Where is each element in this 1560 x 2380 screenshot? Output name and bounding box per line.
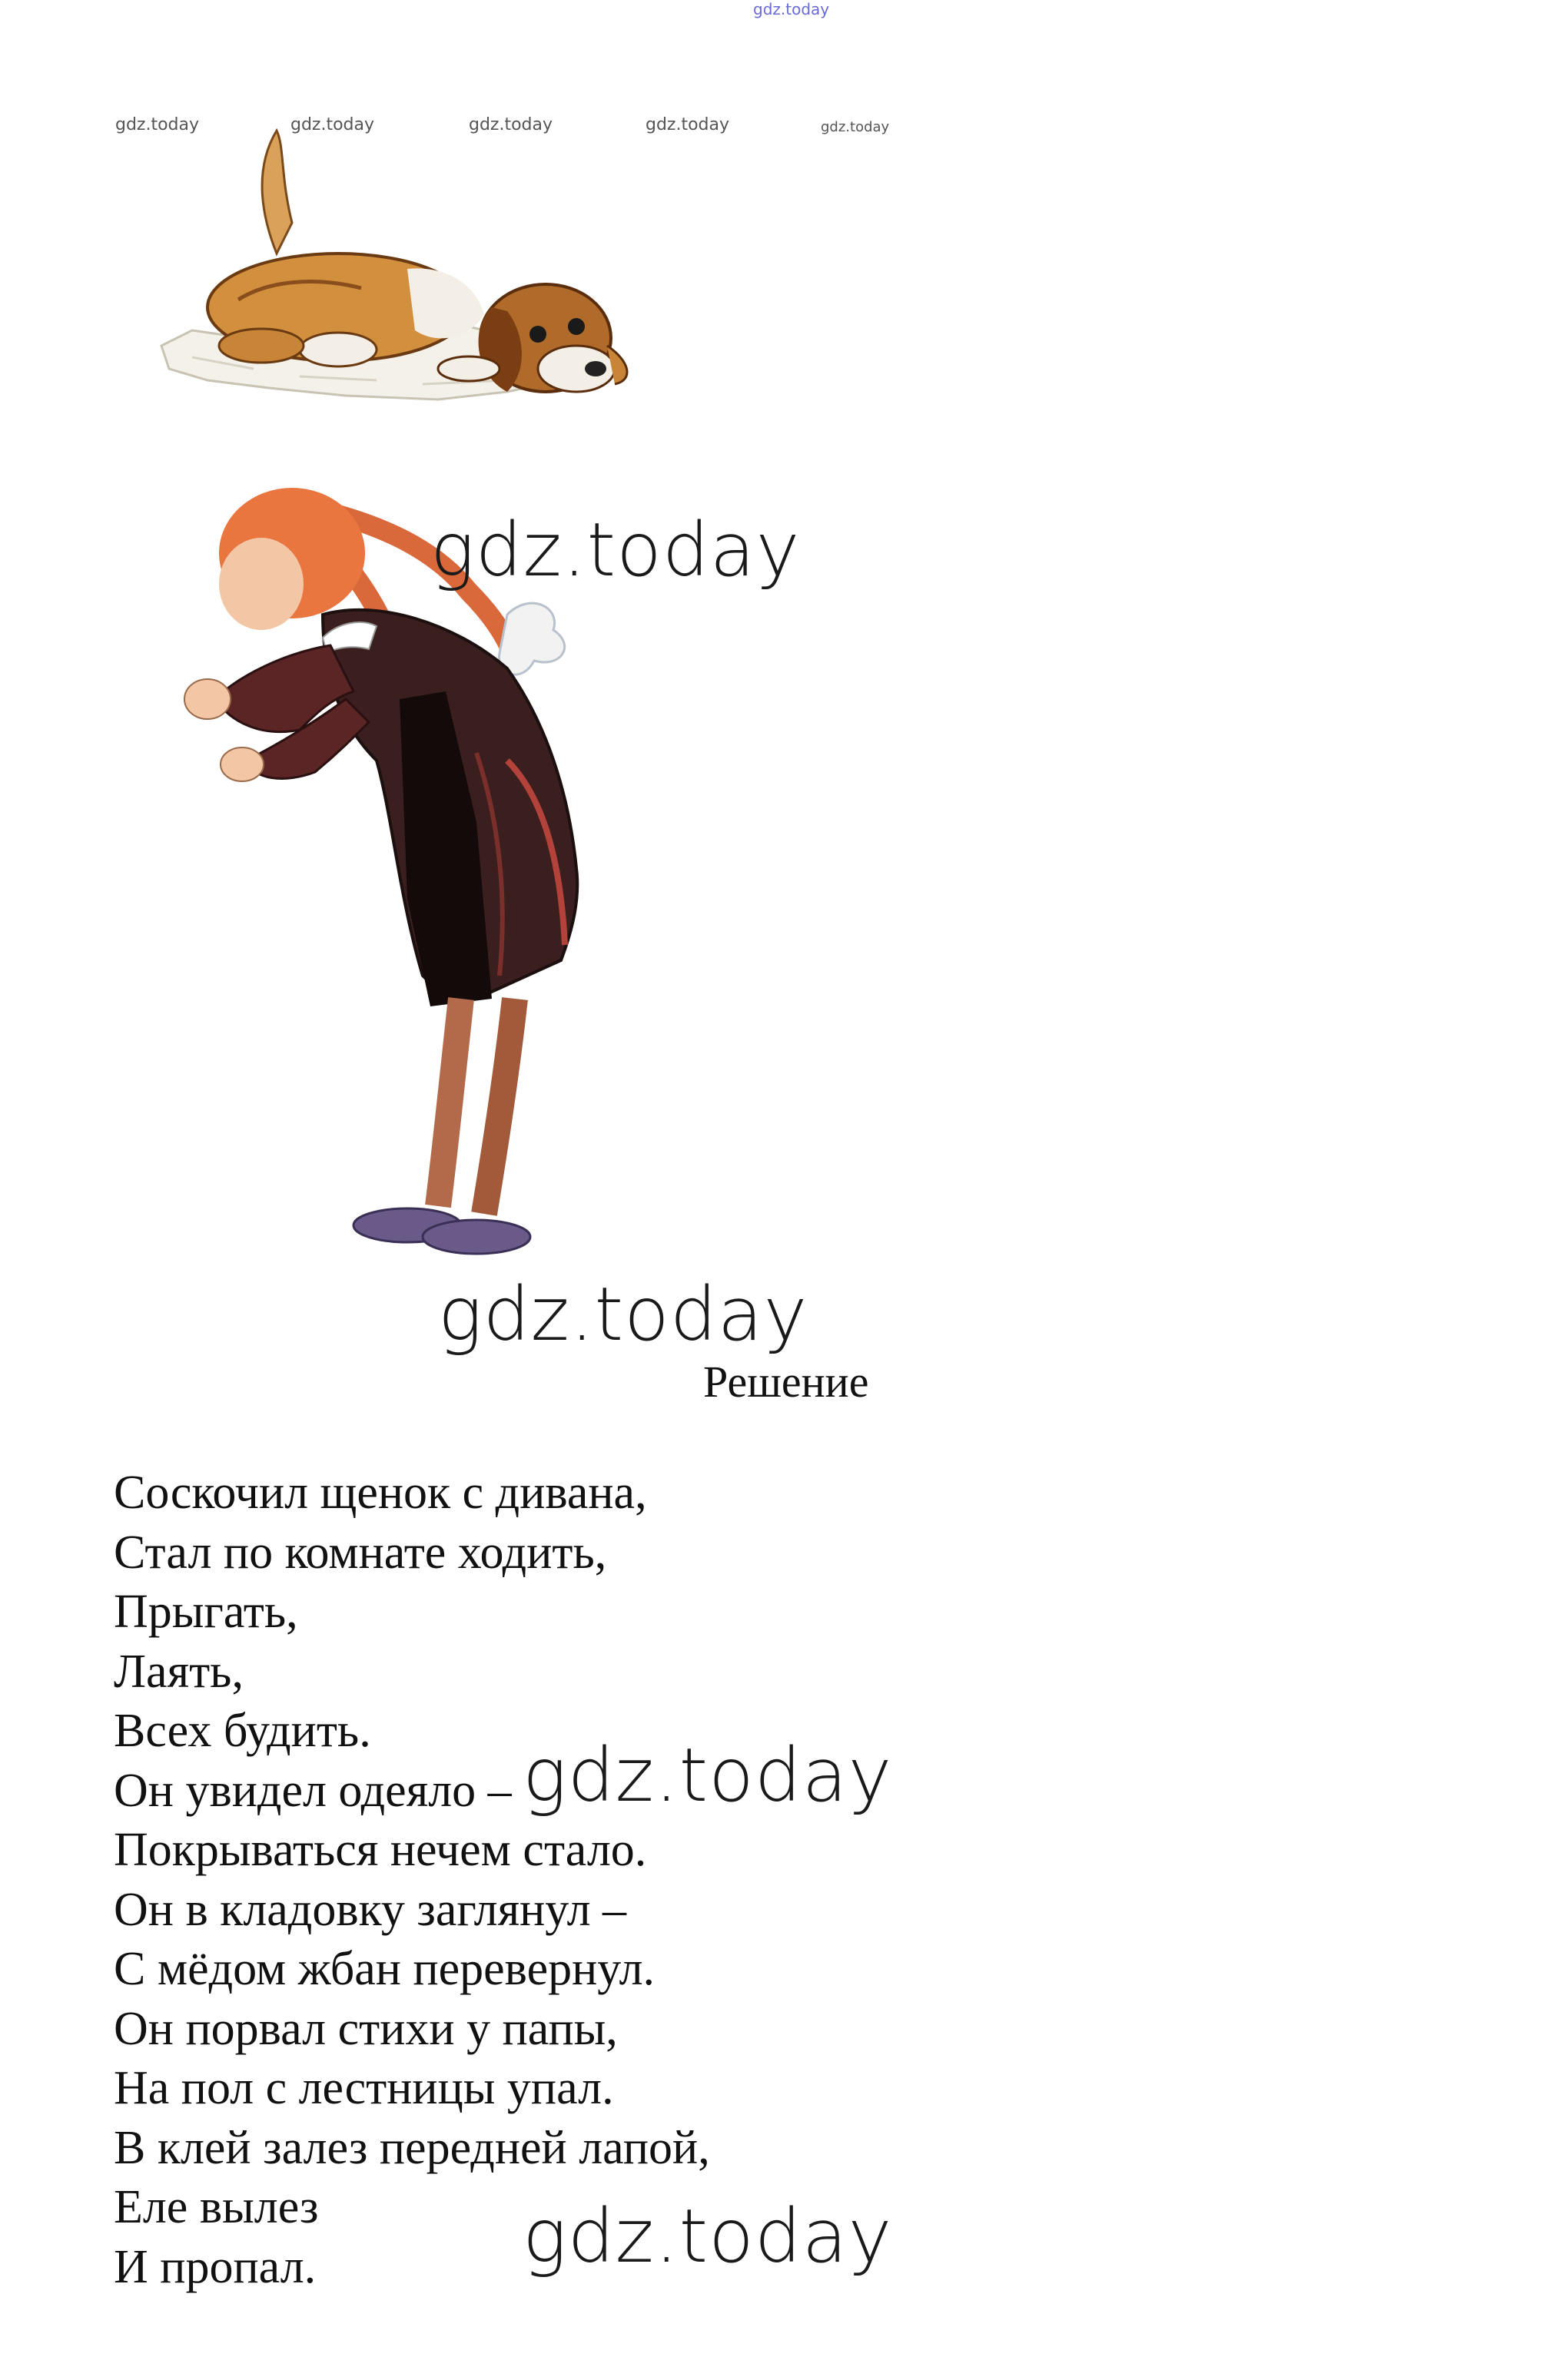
ribbon-right bbox=[500, 603, 565, 675]
watermark-row-3: gdz.today bbox=[469, 115, 553, 134]
girl-hand bbox=[184, 679, 231, 719]
watermark-row-1: gdz.today bbox=[115, 115, 200, 134]
watermark-row-4: gdz.today bbox=[646, 115, 730, 134]
watermark-large-3: gdz.today bbox=[523, 1732, 893, 1818]
poem-line: Прыгать, bbox=[114, 1586, 298, 1638]
poem-line: Он порвал стихи у папы, bbox=[114, 2002, 618, 2055]
watermark-large-1: gdz.today bbox=[430, 507, 801, 593]
watermark-large-2: gdz.today bbox=[438, 1271, 808, 1357]
girl-shoe-right bbox=[423, 1220, 530, 1254]
girl-leg-left bbox=[438, 999, 461, 1206]
poem-line: Еле вылез bbox=[114, 2181, 319, 2233]
poem-line: Покрываться нечем стало. bbox=[114, 1824, 647, 1876]
watermark-large-4: gdz.today bbox=[523, 2193, 893, 2279]
girl-leg-right bbox=[484, 999, 515, 1214]
puppy-tail bbox=[262, 131, 292, 254]
poem-line: Он увидел одеяло – bbox=[114, 1764, 512, 1817]
puppy-illustration bbox=[146, 115, 638, 438]
poem-line: В клей залез передней лапой, bbox=[114, 2121, 710, 2174]
watermark-row-5: gdz.today bbox=[821, 119, 890, 135]
puppy-nose bbox=[585, 361, 606, 376]
watermark-row-2: gdz.today bbox=[290, 115, 375, 134]
poem-line: На пол с лестницы упал. bbox=[114, 2062, 614, 2114]
puppy-eye-left bbox=[529, 326, 546, 343]
puppy-eye-right bbox=[568, 318, 585, 335]
watermark-top: gdz.today bbox=[753, 0, 830, 18]
poem-line: Всех будить. bbox=[114, 1705, 371, 1757]
poem-line: С мёдом жбан перевернул. bbox=[114, 1943, 656, 1995]
poem-line: Стал по комнате ходить, bbox=[114, 1526, 607, 1579]
poem-line: И пропал. bbox=[114, 2240, 317, 2293]
solution-heading: Решение bbox=[703, 1357, 869, 1407]
poem-line: Лаять, bbox=[114, 1645, 244, 1698]
poem-line: Соскочил щенок с дивана, bbox=[114, 1467, 647, 1519]
poem-line: Он в кладовку заглянул – bbox=[114, 1883, 627, 1936]
poem bbox=[114, 1463, 710, 2297]
